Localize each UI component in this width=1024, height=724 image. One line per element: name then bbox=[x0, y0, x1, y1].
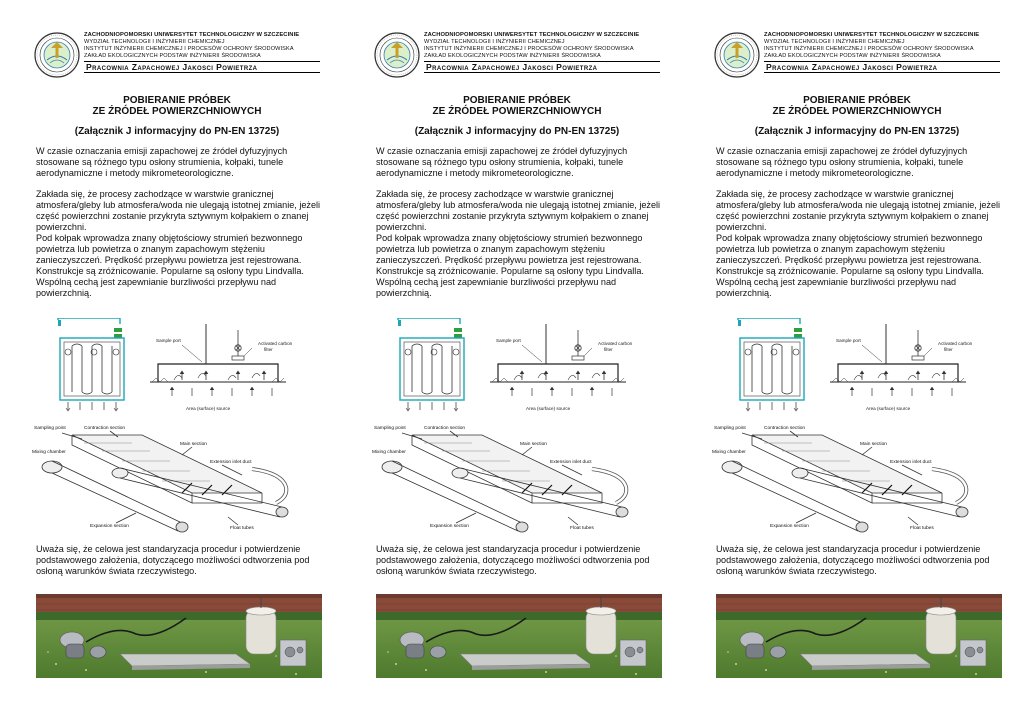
text-line: aerodynamiczne i metody mikrometeorologiczne. bbox=[716, 168, 914, 178]
text-line: Uważa się, że celowa jest standaryzacja procedur i potwierdzenie bbox=[36, 544, 301, 554]
text-line: część powierzchni zostanie przykryta sztywnym kołpakiem o znanej bbox=[376, 211, 649, 221]
text-line: Konstrukcje są zróżnicowanie. Popularne są osłony typu Lindvalla. bbox=[36, 266, 304, 276]
text-line: powierzchnią. bbox=[36, 288, 92, 298]
paragraph-intro bbox=[36, 146, 322, 179]
field-photo bbox=[376, 594, 662, 678]
text-line: W czasie oznaczania emisji zapachowej ze źródeł dyfuzyjnych bbox=[716, 146, 968, 156]
sensor-box bbox=[960, 640, 986, 666]
doc-title: ZE ŹRÓDEŁ POWIERZCHNIOWYCH bbox=[92, 106, 262, 117]
field-photo bbox=[36, 594, 322, 678]
hood-section-schematic bbox=[830, 324, 973, 411]
text-line: osłoną warunków świata rzeczywistego. bbox=[376, 566, 537, 576]
text-line: stosowane są różnego typu osłony strumienia, kołpaki, tunele bbox=[716, 157, 964, 167]
hood-plan-schematic bbox=[398, 318, 464, 411]
label-extension-duct: Extension inlet duct bbox=[550, 460, 592, 465]
flux-hood bbox=[460, 654, 590, 666]
text-line: powietrza lub powietrza o znanym zapachowym stężeniu bbox=[376, 244, 605, 254]
text-line: powierzchnią. bbox=[376, 288, 432, 298]
lab-name: Pracownia Zapachowej Jakosci Powietrza bbox=[766, 62, 938, 72]
text-line: powierzchni. bbox=[716, 222, 767, 232]
label-filter: filter bbox=[604, 347, 613, 352]
header-line: ZAKŁAD EKOLOGICZNYCH PODSTAW INŻYNIERII ŚRODOWISKA bbox=[84, 53, 261, 59]
paragraph-conclusion bbox=[376, 544, 662, 577]
label-sample-port: Sample port bbox=[496, 338, 521, 343]
university-seal-icon bbox=[34, 30, 80, 80]
header-line: ZAKŁAD EKOLOGICZNYCH PODSTAW INŻYNIERII ŚRODOWISKA bbox=[424, 53, 601, 59]
doc-title: POBIERANIE PRÓBEK bbox=[803, 95, 911, 106]
header-line: ZACHODNIOPOMORSKI UNIWERSYTET TECHNOLOGICZNY W SZCZECINIE bbox=[424, 32, 640, 38]
leaflet-column bbox=[32, 0, 334, 724]
label-filter: filter bbox=[264, 347, 273, 352]
hedge bbox=[376, 612, 662, 620]
doc-title: POBIERANIE PRÓBEK bbox=[463, 95, 571, 106]
doc-subtitle: (Załącznik J informacyjny do PN-EN 13725) bbox=[414, 126, 620, 137]
text-line: powierzchnią. bbox=[716, 288, 772, 298]
text-line: Pod kołpak wprowadza znany objętościowy strumień bezwonnego bbox=[376, 233, 643, 243]
label-expansion: Expansion section bbox=[90, 524, 129, 529]
text-line: Wspólną cechą jest zapewnianie burzliwości przepływu nad bbox=[716, 277, 957, 287]
label-mixing-chamber: Mixing chamber bbox=[712, 450, 746, 455]
sensor-box bbox=[620, 640, 646, 666]
text-line: zanieczyszczeń. Prędkość przepływu powietrza jest rejestrowana. bbox=[36, 255, 302, 265]
text-line: stosowane są różnego typu osłony strumienia, kołpaki, tunele bbox=[376, 157, 624, 167]
text-line: zanieczyszczeń. Prędkość przepływu powietrza jest rejestrowana. bbox=[716, 255, 982, 265]
label-filter: filter bbox=[944, 347, 953, 352]
field-photo bbox=[716, 594, 1002, 678]
text-line: W czasie oznaczania emisji zapachowej ze źródeł dyfuzyjnych bbox=[36, 146, 288, 156]
sensor-box bbox=[280, 640, 306, 666]
text-line: Konstrukcje są zróżnicowanie. Popularne są osłony typu Lindvalla. bbox=[376, 266, 644, 276]
hood-section-schematic bbox=[150, 324, 293, 411]
paragraph-method bbox=[376, 189, 662, 299]
flux-hood-diagram bbox=[372, 318, 662, 414]
label-area-source: Area (surface) source bbox=[186, 406, 231, 411]
university-seal-icon bbox=[374, 30, 420, 80]
label-carbon: Activated carbon bbox=[938, 341, 973, 346]
text-line: aerodynamiczne i metody mikrometeorologiczne. bbox=[376, 168, 574, 178]
label-sample-port: Sample port bbox=[156, 338, 181, 343]
text-line: powietrza lub powietrza o znanym zapachowym stężeniu bbox=[716, 244, 945, 254]
label-contraction: Contraction section bbox=[764, 426, 806, 431]
doc-title: ZE ŹRÓDEŁ POWIERZCHNIOWYCH bbox=[772, 106, 942, 117]
text-line: osłoną warunków świata rzeczywistego. bbox=[36, 566, 197, 576]
paragraph-conclusion bbox=[716, 544, 1002, 577]
text-line: Uważa się, że celowa jest standaryzacja procedur i potwierdzenie bbox=[376, 544, 641, 554]
label-carbon: Activated carbon bbox=[598, 341, 633, 346]
header-line: ZAKŁAD EKOLOGICZNYCH PODSTAW INŻYNIERII ŚRODOWISKA bbox=[764, 53, 941, 59]
lindvall-hood-sketch bbox=[712, 423, 1002, 539]
flux-hood-diagram bbox=[32, 318, 322, 414]
text-line: powierzchni. bbox=[376, 222, 427, 232]
lab-name: Pracownia Zapachowej Jakosci Powietrza bbox=[426, 62, 598, 72]
text-line: atmosfera/gleby lub atmosfera/woda nie ulegają istotnej zmianie, jeżeli bbox=[716, 200, 1001, 210]
hood-plan-schematic bbox=[58, 318, 124, 411]
header-line: ZACHODNIOPOMORSKI UNIWERSYTET TECHNOLOGICZNY W SZCZECINIE bbox=[84, 32, 300, 38]
text-line: Pod kołpak wprowadza znany objętościowy strumień bezwonnego bbox=[36, 233, 303, 243]
text-line: stosowane są różnego typu osłony strumienia, kołpaki, tunele bbox=[36, 157, 284, 167]
label-extension-duct: Extension inlet duct bbox=[890, 460, 932, 465]
text-line: zanieczyszczeń. Prędkość przepływu powietrza jest rejestrowana. bbox=[376, 255, 642, 265]
text-line: część powierzchni zostanie przykryta sztywnym kołpakiem o znanej bbox=[36, 211, 309, 221]
label-extension-duct: Extension inlet duct bbox=[210, 460, 252, 465]
label-main-section: Main section bbox=[520, 442, 547, 447]
paragraph-conclusion bbox=[36, 544, 322, 577]
text-line: W czasie oznaczania emisji zapachowej ze źródeł dyfuzyjnych bbox=[376, 146, 628, 156]
header-line: ZACHODNIOPOMORSKI UNIWERSYTET TECHNOLOGICZNY W SZCZECINIE bbox=[764, 32, 980, 38]
university-header bbox=[372, 28, 662, 84]
label-contraction: Contraction section bbox=[84, 426, 126, 431]
doc-title: POBIERANIE PRÓBEK bbox=[123, 95, 231, 106]
header-line: INSTYTUT INŻYNIERII CHEMICZNEJ I PROCESÓW OCHRONY ŚRODOWISKA bbox=[84, 46, 294, 52]
text-line: aerodynamiczne i metody mikrometeorologiczne. bbox=[36, 168, 234, 178]
label-float-tubes: Float tubes bbox=[230, 526, 254, 531]
text-line: osłoną warunków świata rzeczywistego. bbox=[716, 566, 877, 576]
flux-hood bbox=[800, 654, 930, 666]
text-line: podstawowego założenia, dotyczącego możliwości odtworzenia pod bbox=[716, 555, 990, 565]
header-line: WYDZIAŁ TECHNOLOGII I INŻYNIERII CHEMICZNEJ bbox=[424, 39, 565, 45]
doc-subtitle: (Załącznik J informacyjny do PN-EN 13725) bbox=[754, 126, 960, 137]
text-line: część powierzchni zostanie przykryta sztywnym kołpakiem o znanej bbox=[716, 211, 989, 221]
label-sampling-point: Sampling point bbox=[374, 426, 406, 431]
paragraph-method bbox=[36, 189, 322, 299]
label-sampling-point: Sampling point bbox=[34, 426, 66, 431]
text-line: Zakłada się, że procesy zachodzące w warstwie granicznej bbox=[376, 189, 614, 199]
text-line: Zakłada się, że procesy zachodzące w warstwie granicznej bbox=[716, 189, 954, 199]
text-line: powietrza lub powietrza o znanym zapachowym stężeniu bbox=[36, 244, 265, 254]
label-main-section: Main section bbox=[860, 442, 887, 447]
label-sampling-point: Sampling point bbox=[714, 426, 746, 431]
label-area-source: Area (surface) source bbox=[866, 406, 911, 411]
leaflet-column bbox=[372, 0, 674, 724]
flux-hood bbox=[120, 654, 250, 666]
doc-title: ZE ŹRÓDEŁ POWIERZCHNIOWYCH bbox=[432, 106, 602, 117]
lindvall-hood-sketch bbox=[372, 423, 662, 539]
doc-subtitle: (Załącznik J informacyjny do PN-EN 13725) bbox=[74, 126, 280, 137]
label-sample-port: Sample port bbox=[836, 338, 861, 343]
text-line: Zakłada się, że procesy zachodzące w warstwie granicznej bbox=[36, 189, 274, 199]
label-mixing-chamber: Mixing chamber bbox=[32, 450, 66, 455]
hedge bbox=[716, 612, 1002, 620]
paragraph-method bbox=[716, 189, 1002, 299]
university-seal-icon bbox=[714, 30, 760, 80]
header-line: WYDZIAŁ TECHNOLOGII I INŻYNIERII CHEMICZNEJ bbox=[764, 39, 905, 45]
text-line: Wspólną cechą jest zapewnianie burzliwości przepływu nad bbox=[376, 277, 617, 287]
header-line: INSTYTUT INŻYNIERII CHEMICZNEJ I PROCESÓW OCHRONY ŚRODOWISKA bbox=[424, 46, 634, 52]
label-carbon: Activated carbon bbox=[258, 341, 293, 346]
label-float-tubes: Float tubes bbox=[570, 526, 594, 531]
paragraph-intro bbox=[376, 146, 662, 179]
text-line: podstawowego założenia, dotyczącego możliwości odtworzenia pod bbox=[376, 555, 650, 565]
lab-name: Pracownia Zapachowej Jakosci Powietrza bbox=[86, 62, 258, 72]
text-line: powierzchni. bbox=[36, 222, 87, 232]
label-area-source: Area (surface) source bbox=[526, 406, 571, 411]
text-line: Wspólną cechą jest zapewnianie burzliwości przepływu nad bbox=[36, 277, 277, 287]
hedge bbox=[36, 612, 322, 620]
label-mixing-chamber: Mixing chamber bbox=[372, 450, 406, 455]
label-contraction: Contraction section bbox=[424, 426, 466, 431]
university-header bbox=[712, 28, 1002, 84]
hood-section-schematic bbox=[490, 324, 633, 411]
text-line: Uważa się, że celowa jest standaryzacja procedur i potwierdzenie bbox=[716, 544, 981, 554]
header-line: INSTYTUT INŻYNIERII CHEMICZNEJ I PROCESÓW OCHRONY ŚRODOWISKA bbox=[764, 46, 974, 52]
text-line: atmosfera/gleby lub atmosfera/woda nie ulegają istotnej zmianie, jeżeli bbox=[376, 200, 661, 210]
label-expansion: Expansion section bbox=[430, 524, 469, 529]
text-line: atmosfera/gleby lub atmosfera/woda nie ulegają istotnej zmianie, jeżeli bbox=[36, 200, 321, 210]
text-line: Pod kołpak wprowadza znany objętościowy strumień bezwonnego bbox=[716, 233, 983, 243]
flux-hood-diagram bbox=[712, 318, 1002, 414]
leaflet-column bbox=[712, 0, 1014, 724]
header-line: WYDZIAŁ TECHNOLOGII I INŻYNIERII CHEMICZNEJ bbox=[84, 39, 225, 45]
university-header bbox=[32, 28, 322, 84]
hood-plan-schematic bbox=[738, 318, 804, 411]
text-line: Konstrukcje są zróżnicowanie. Popularne są osłony typu Lindvalla. bbox=[716, 266, 984, 276]
text-line: podstawowego założenia, dotyczącego możliwości odtworzenia pod bbox=[36, 555, 310, 565]
paragraph-intro bbox=[716, 146, 1002, 179]
lindvall-hood-sketch bbox=[32, 423, 322, 539]
label-main-section: Main section bbox=[180, 442, 207, 447]
label-expansion: Expansion section bbox=[770, 524, 809, 529]
label-float-tubes: Float tubes bbox=[910, 526, 934, 531]
